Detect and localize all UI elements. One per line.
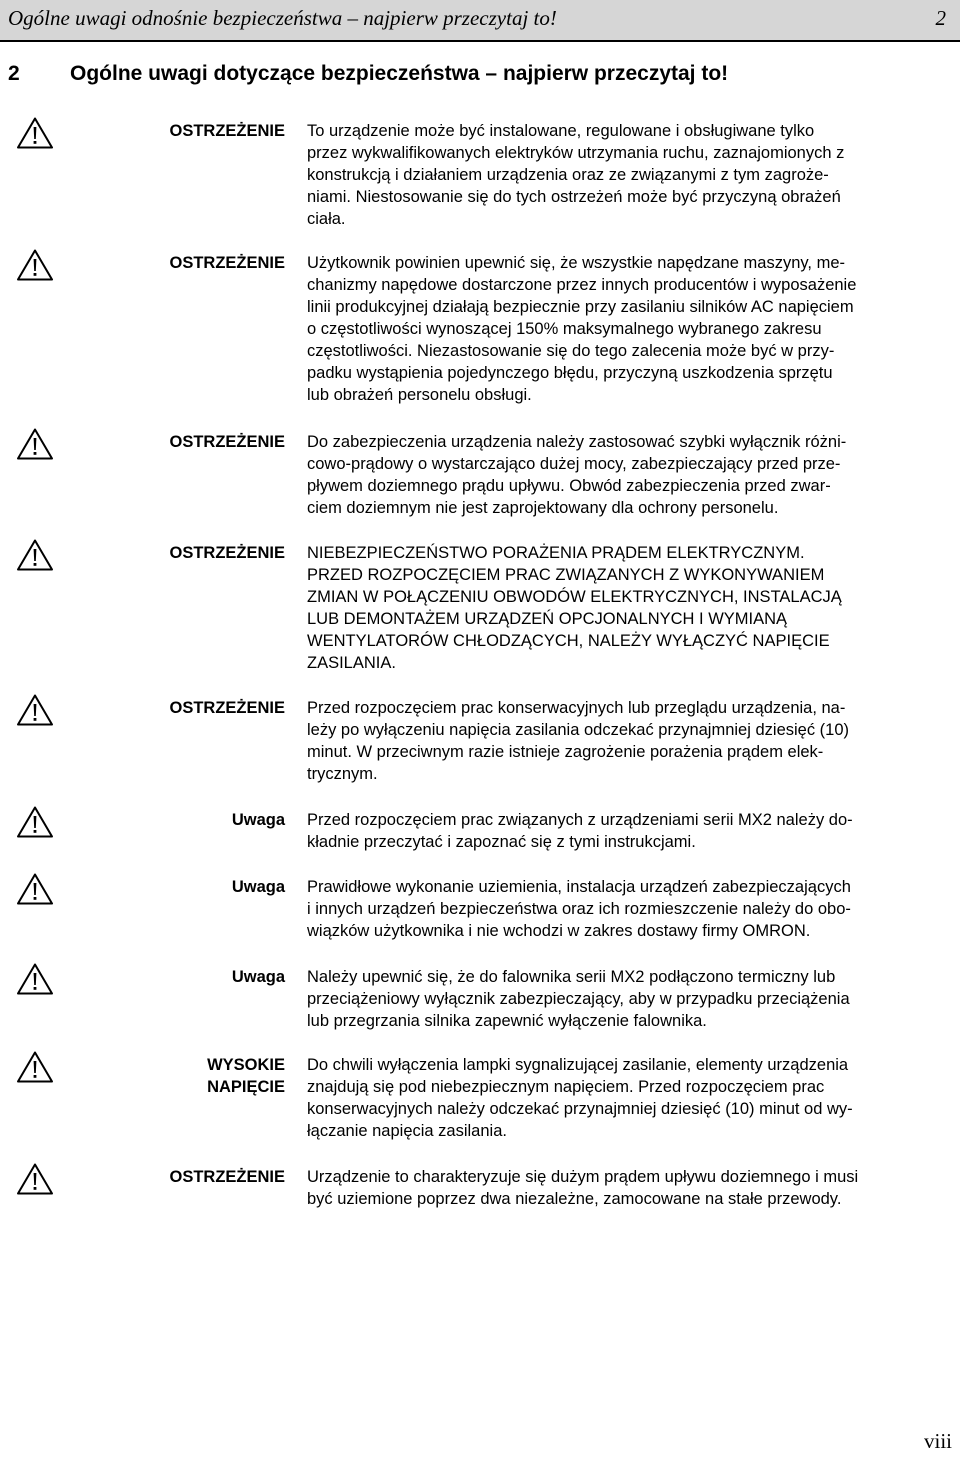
section-heading — [8, 60, 728, 88]
warning-text — [307, 431, 947, 519]
warning-label — [169, 252, 285, 274]
warning-triangle-icon — [16, 538, 54, 572]
warning-text-line: niami. Niestosowanie się do tych ostrzeżeń może być przyczyną obrażeń — [307, 188, 841, 206]
warning-text-line: przeciążeniowy wyłącznik zabezpieczający, aby w przypadku przeciążenia — [307, 990, 850, 1008]
warning-text — [307, 809, 947, 853]
warning-text-line: Do zabezpieczenia urządzenia należy zastosować szybki wyłącznik różni- — [307, 433, 847, 451]
warning-text-line: minut. W przeciwnym razie istnieje zagrożenie porażenia prądem elek- — [307, 743, 824, 761]
warning-text-line: pływem doziemnego prądu upływu. Obwód zabezpieczenia przed zwar- — [307, 477, 831, 495]
warning-text-line: WENTYLATORÓW CHŁODZĄCYCH, NALEŻY WYŁĄCZYĆ NAPIĘCIE — [307, 632, 830, 650]
warning-text-line: ZASILANIA. — [307, 654, 396, 672]
warning-text — [307, 1166, 947, 1210]
chapter-number: 2 — [935, 6, 946, 30]
warning-text — [307, 252, 947, 406]
warning-text-line: ciem doziemnym nie jest zaprojektowany dla ochrony personelu. — [307, 499, 779, 517]
warning-text-line: kładnie przeczytać i zapoznać się z tymi instrukcjami. — [307, 833, 696, 851]
warning-triangle-icon — [16, 805, 54, 839]
warning-text-line: o częstotliwości wynoszącej 150% maksymalnego wybranego zakresu — [307, 320, 822, 338]
warning-text-line: PRZED ROZPOCZĘCIEM PRAC ZWIĄZANYCH Z WYKONYWANIEM — [307, 566, 825, 584]
warning-text-line: Urządzenie to charakteryzuje się dużym prądem upływu doziemnego i musi — [307, 1168, 859, 1186]
warning-label-line: OSTRZEŻENIE — [169, 433, 285, 451]
warning-text-line: Przed rozpoczęciem prac konserwacyjnych lub przeglądu urządzenia, na- — [307, 699, 846, 717]
warning-label — [169, 1166, 285, 1188]
warning-text-line: LUB DEMONTAŻEM URZĄDZEŃ OPCJONALNYCH I WYMIANĄ — [307, 610, 788, 628]
warning-text-line: przez wykwalifikowanych elektryków utrzymania ruchu, zaznajomionych z — [307, 144, 845, 162]
warning-text-line: lub obrażeń personelu obsługi. — [307, 386, 532, 404]
warning-triangle-icon — [16, 1050, 54, 1084]
warning-triangle-icon — [16, 427, 54, 461]
warning-triangle-icon — [16, 872, 54, 906]
warning-text-line: lub przegrzania silnika zapewnić wyłączenie falownika. — [307, 1012, 707, 1030]
warning-triangle-icon — [16, 248, 54, 282]
warning-label — [232, 876, 285, 898]
warning-text-line: łączanie napięcia zasilania. — [307, 1122, 507, 1140]
warning-text-line: konserwacyjnych należy odczekać przynajmniej dziesięć (10) minut od wy- — [307, 1100, 853, 1118]
warning-text-line: NIEBEZPIECZEŃSTWO PORAŻENIA PRĄDEM ELEKTRYCZNYM. — [307, 544, 805, 562]
warning-text-line: Przed rozpoczęciem prac związanych z urządzeniami serii MX2 należy do- — [307, 811, 853, 829]
warning-label — [169, 542, 285, 564]
warning-text-line: i innych urządzeń bezpieczeństwa oraz ich rozmieszczenie należy do obo- — [307, 900, 851, 918]
warning-text-line: konstrukcją i działaniem urządzenia oraz ze związanymi z tym zagroże- — [307, 166, 829, 184]
warning-text-line: To urządzenie może być instalowane, regulowane i obsługiwane tylko — [307, 122, 815, 140]
page-number: viii — [923, 1429, 952, 1453]
warning-triangle-icon — [16, 693, 54, 727]
warning-triangle-icon — [16, 116, 54, 150]
warning-label-line: OSTRZEŻENIE — [169, 122, 285, 140]
warning-label-line: OSTRZEŻENIE — [169, 699, 285, 717]
warning-text-line: leży po wyłączeniu napięcia zasilania odczekać przynajmniej dziesięć (10) — [307, 721, 850, 739]
warning-text-line: padku wystąpienia pojedynczego błędu, przyczyną uszkodzenia sprzętu — [307, 364, 833, 382]
warning-label — [169, 431, 285, 453]
warning-text-line: znajdują się pod niebezpiecznym napięciem. Przed rozpoczęciem prac — [307, 1078, 825, 1096]
warning-text — [307, 542, 947, 674]
warning-text-line: Użytkownik powinien upewnić się, że wszystkie napędzane maszyny, me- — [307, 254, 846, 272]
section-title: Ogólne uwagi dotyczące bezpieczeństwa – najpierw przeczytaj to! — [70, 62, 729, 85]
warning-label — [169, 697, 285, 719]
warning-label — [232, 809, 285, 831]
warning-text-line: ZMIAN W POŁĄCZENIU OBWODÓW ELEKTRYCZNYCH, INSTALACJĄ — [307, 588, 842, 606]
warning-label — [207, 1054, 285, 1098]
warning-label-line: Uwaga — [231, 878, 285, 896]
warning-label-line: Uwaga — [231, 811, 285, 829]
warning-text-line: wiązków użytkownika i nie wchodzi w zakres dostawy firmy OMRON. — [307, 922, 811, 940]
warning-label — [169, 120, 285, 142]
warning-text-line: być uziemione poprzez dwa niezależne, zamocowane na stałe przewody. — [307, 1190, 842, 1208]
warning-text-line: Należy upewnić się, że do falownika serii MX2 podłączono termiczny lub — [307, 968, 836, 986]
warning-label — [232, 966, 285, 988]
warning-text — [307, 697, 947, 785]
warning-text — [307, 876, 947, 942]
running-header — [0, 0, 960, 40]
header-rule — [0, 40, 960, 42]
warning-text-line: cowo-prądowy o wystarczająco dużej mocy, zabezpieczający przed prze- — [307, 455, 841, 473]
warning-text — [307, 120, 947, 230]
warning-label-line: OSTRZEŻENIE — [169, 1168, 285, 1186]
warning-text — [307, 966, 947, 1032]
warning-text-line: Prawidłowe wykonanie uziemienia, instalacja urządzeń zabezpieczających — [307, 878, 851, 896]
running-header-title: Ogólne uwagi odnośnie bezpieczeństwa – najpierw przeczytaj to! — [8, 6, 557, 30]
warning-triangle-icon — [16, 962, 54, 996]
warning-text-line: trycznym. — [307, 765, 378, 783]
warning-label-line: WYSOKIE — [207, 1056, 285, 1074]
warning-text-line: ciała. — [307, 210, 346, 228]
warning-label-line: OSTRZEŻENIE — [169, 544, 285, 562]
warning-label-line: NAPIĘCIE — [207, 1078, 285, 1096]
warning-label-line: OSTRZEŻENIE — [169, 254, 285, 272]
warning-text-line: chanizmy napędowe dostarczone przez innych producentów i wyposażenie — [307, 276, 857, 294]
warning-text-line: Do chwili wyłączenia lampki sygnalizującej zasilanie, elementy urządzenia — [307, 1056, 849, 1074]
section-number: 2 — [8, 62, 20, 85]
warning-triangle-icon — [16, 1162, 54, 1196]
warning-text — [307, 1054, 947, 1142]
warning-text-line: częstotliwości. Niezastosowanie się do tego zalecenia może być w przy- — [307, 342, 835, 360]
warning-text-line: linii produkcyjnej działają bezpiecznie przy zasilaniu silników AC napięciem — [307, 298, 854, 316]
warning-label-line: Uwaga — [231, 968, 285, 986]
